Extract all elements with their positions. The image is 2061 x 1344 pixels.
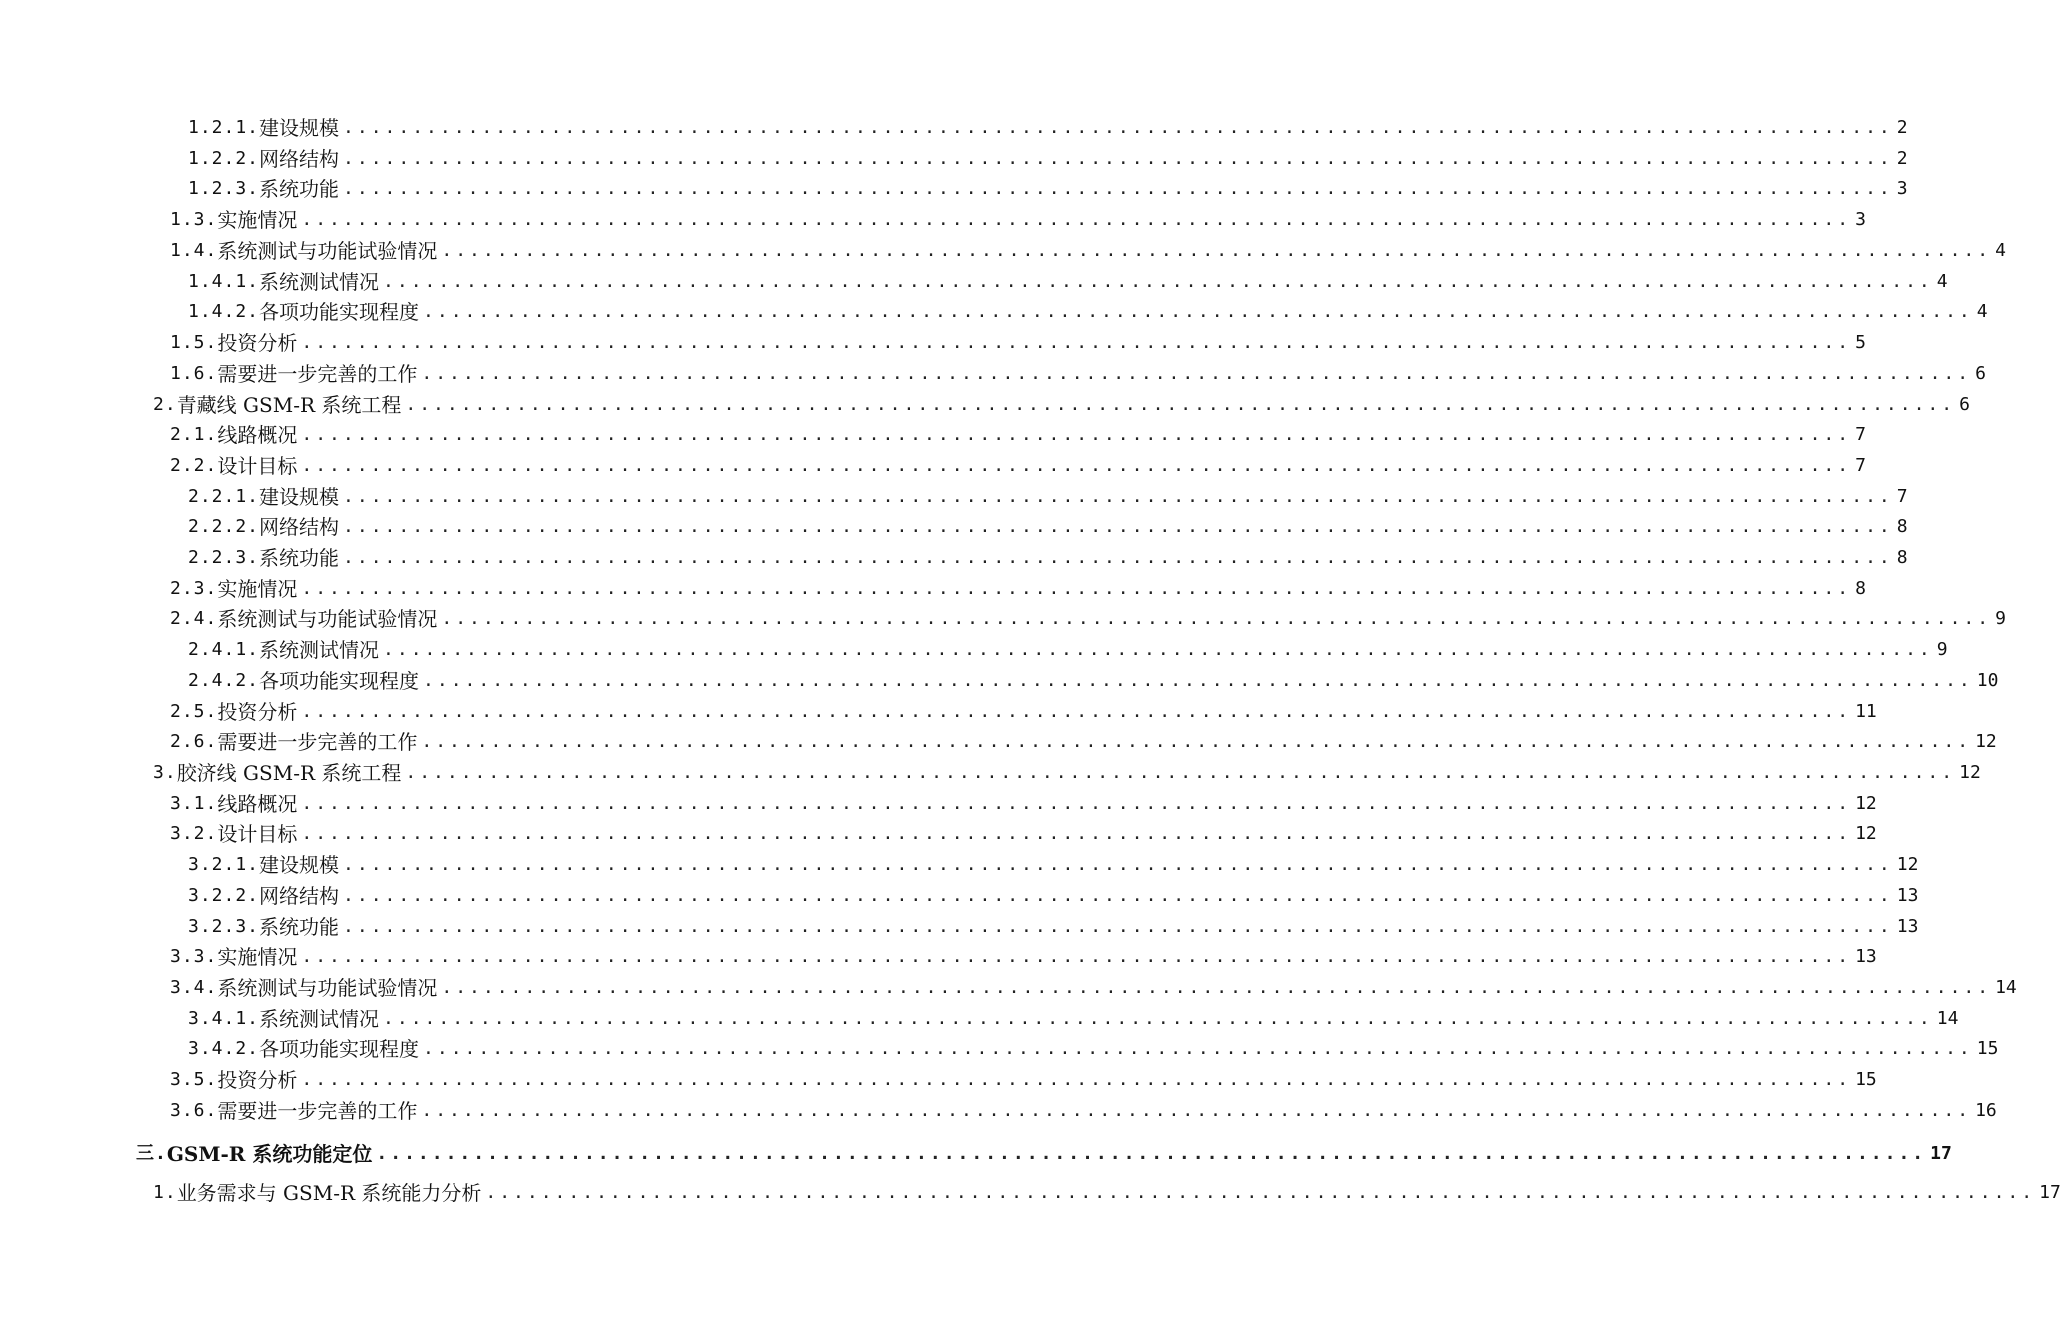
toc-entry-page: 12	[1975, 731, 1997, 752]
toc-leader-dots: ................................................................................................................	[343, 547, 1893, 568]
toc-entry-page: 6	[1959, 394, 1970, 415]
toc-entry[interactable]	[153, 755, 1981, 785]
toc-leader-dots: ................................................................................................................	[301, 455, 1852, 476]
toc-leader-dots: ................................................................................................................	[301, 701, 1852, 722]
toc-leader-dots: ................................................................................................................	[343, 117, 1893, 138]
toc-entry-page: 12	[1855, 823, 1877, 844]
toc-leader-dots: ................................................................................................................	[376, 1143, 1927, 1164]
toc-leader-dots: ................................................................................................................	[343, 486, 1893, 507]
toc-entry-page: 4	[1936, 271, 1948, 292]
toc-entry-title: 系统测试情况	[259, 270, 380, 294]
toc-entry-page: 16	[1975, 1100, 1997, 1121]
toc-entry[interactable]	[170, 724, 1997, 754]
toc-entry[interactable]	[188, 110, 1908, 140]
toc-entry-page: 14	[1936, 1008, 1959, 1029]
toc-entry-number: 1.4.	[170, 240, 218, 261]
toc-entry-title: 系统测试与功能试验情况	[217, 239, 438, 263]
toc-entry-page: 7	[1855, 455, 1866, 476]
toc-leader-dots: ................................................................................................................	[423, 301, 1973, 322]
toc-entry-title: 系统功能	[259, 915, 340, 939]
toc-entry-page: 13	[1896, 885, 1919, 906]
toc-entry-page: 15	[1855, 1069, 1877, 1090]
toc-entry-page: 3	[1896, 178, 1908, 199]
toc-leader-dots: ................................................................................................................	[301, 946, 1852, 967]
toc-entry-title: 投资分析	[217, 1068, 298, 1092]
toc-entry-title: 系统测试与功能试验情况	[217, 607, 438, 631]
toc-entry-title: 实施情况	[217, 208, 298, 232]
toc-entry[interactable]	[170, 571, 1866, 601]
toc-entry-page: 7	[1896, 486, 1908, 507]
toc-entry-page: 6	[1975, 363, 1986, 384]
toc-leader-dots: ................................................................................................................	[343, 148, 1893, 169]
toc-entry-number: 2.4.	[170, 608, 218, 629]
toc-entry-page: 8	[1896, 547, 1908, 568]
toc-entry-title: 投资分析	[217, 331, 298, 355]
toc-entry-page: 11	[1855, 701, 1877, 722]
toc-entry[interactable]	[170, 417, 1866, 447]
toc-entry[interactable]	[170, 356, 1986, 386]
toc-entry[interactable]	[188, 264, 1948, 294]
toc-entry-title: 各项功能实现程度	[259, 669, 420, 693]
toc-entry-number: 2.3.	[170, 578, 218, 599]
toc-leader-dots: ................................................................................................................	[383, 639, 1933, 660]
toc-leader-dots: ................................................................................................................	[343, 916, 1893, 937]
toc-entry-title: 建设规模	[259, 116, 340, 140]
toc-entry-title: 系统测试情况	[259, 1007, 380, 1031]
toc-entry-number: 2.4.2.	[188, 670, 260, 691]
toc-entry-number: 3.2.3.	[188, 916, 260, 937]
toc-entry-page: 14	[1995, 977, 2017, 998]
toc-entry-number: 3.4.1.	[188, 1008, 260, 1029]
toc-leader-dots: ................................................................................................................	[423, 1038, 1973, 1059]
toc-entry-number: 1.4.1.	[188, 271, 260, 292]
toc-entry-page: 7	[1855, 424, 1866, 445]
toc-entry-page: 2	[1896, 117, 1908, 138]
toc-entry[interactable]	[188, 909, 1919, 939]
toc-entry-page: 9	[1936, 639, 1948, 660]
toc-entry-title: 各项功能实现程度	[259, 1037, 420, 1061]
toc-leader-dots: ................................................................................................................	[301, 578, 1852, 599]
toc-entry-number: 3.5.	[170, 1069, 218, 1090]
toc-entry-title: 青藏线 GSM-R 系统工程	[176, 393, 402, 417]
toc-entry[interactable]	[188, 479, 1908, 509]
toc-entry[interactable]	[188, 663, 1999, 693]
toc-leader-dots: ................................................................................................................	[485, 1182, 2036, 1203]
toc-entry-number: 3.2.1.	[188, 854, 260, 875]
toc-entry-title: 系统功能	[259, 546, 340, 570]
toc-entry-page: 15	[1976, 1038, 1999, 1059]
toc-leader-dots: ................................................................................................................	[301, 424, 1852, 445]
toc-entry-page: 12	[1959, 762, 1981, 783]
toc-entry-page: 13	[1855, 946, 1877, 967]
toc-entry-number: 3.6.	[170, 1100, 218, 1121]
toc-entry-number: 3.2.2.	[188, 885, 260, 906]
toc-leader-dots: ................................................................................................................	[301, 209, 1852, 230]
toc-entry-number: 1.3.	[170, 209, 218, 230]
toc-entry-page: 2	[1896, 148, 1908, 169]
toc-entry-number: 1.2.3.	[188, 178, 260, 199]
toc-entry-number: 2.2.	[170, 455, 218, 476]
toc-entry-page: 17	[2039, 1182, 2061, 1203]
toc-leader-dots: ................................................................................................................	[441, 240, 1992, 261]
toc-entry-number: 3.4.2.	[188, 1038, 260, 1059]
toc-entry-page: 3	[1855, 209, 1866, 230]
toc-entry-page: 8	[1855, 578, 1866, 599]
toc-leader-dots: ................................................................................................................	[301, 793, 1852, 814]
toc-entry-page: 8	[1896, 516, 1908, 537]
toc-leader-dots: ................................................................................................................	[343, 854, 1893, 875]
toc-entry-title: 线路概况	[217, 423, 298, 447]
toc-entry-number: 三.	[136, 1143, 167, 1164]
toc-entry[interactable]	[188, 540, 1908, 570]
toc-entry-number: 3.	[153, 762, 177, 783]
toc-entry[interactable]	[136, 1134, 1952, 1166]
toc-entry[interactable]	[188, 141, 1908, 171]
toc-entry-title: 网络结构	[259, 884, 340, 908]
toc-entry-page: 13	[1896, 916, 1919, 937]
toc-entry-title: 实施情况	[217, 577, 298, 601]
toc-entry-page: 4	[1976, 301, 1988, 322]
toc-entry-number: 3.1.	[170, 793, 218, 814]
toc-entry-number: 1.6.	[170, 363, 218, 384]
toc-entry-number: 2.2.2.	[188, 516, 260, 537]
toc-leader-dots: ................................................................................................................	[343, 885, 1893, 906]
toc-leader-dots: ................................................................................................................	[405, 762, 1956, 783]
toc-entry-title: 各项功能实现程度	[259, 300, 420, 324]
toc-leader-dots: ................................................................................................................	[421, 1100, 1972, 1121]
toc-entry-title: 设计目标	[217, 822, 298, 846]
toc-entry[interactable]	[153, 1175, 2061, 1205]
toc-entry[interactable]	[170, 202, 1866, 232]
toc-entry-title: 线路概况	[217, 792, 298, 816]
toc-entry-number: 1.5.	[170, 332, 218, 353]
toc-entry-page: 12	[1896, 854, 1919, 875]
toc-entry[interactable]	[188, 878, 1919, 908]
toc-entry-number: 2.	[153, 394, 177, 415]
toc-leader-dots: ................................................................................................................	[421, 731, 1972, 752]
toc-entry-number: 2.2.1.	[188, 486, 260, 507]
toc-entry[interactable]	[170, 325, 1866, 355]
toc-entry-title: 投资分析	[217, 700, 298, 724]
toc-entry[interactable]	[170, 939, 1877, 969]
toc-leader-dots: ................................................................................................................	[301, 1069, 1852, 1090]
toc-entry-page: 12	[1855, 793, 1877, 814]
toc-entry-title: 需要进一步完善的工作	[217, 362, 418, 386]
toc-leader-dots: ................................................................................................................	[301, 332, 1852, 353]
toc-entry-title: 需要进一步完善的工作	[217, 1099, 418, 1123]
toc-leader-dots: ................................................................................................................	[343, 516, 1893, 537]
toc-entry-title: 实施情况	[217, 945, 298, 969]
toc-entry-number: 2.1.	[170, 424, 218, 445]
toc-entry-number: 2.5.	[170, 701, 218, 722]
toc-entry-title: 网络结构	[259, 515, 340, 539]
toc-leader-dots: ................................................................................................................	[421, 363, 1972, 384]
toc-entry-page: 9	[1995, 608, 2006, 629]
toc-entry-title: 系统功能	[259, 177, 340, 201]
toc-entry-number: 2.6.	[170, 731, 218, 752]
toc-entry[interactable]	[170, 1093, 1997, 1123]
toc-entry-title: 胶济线 GSM-R 系统工程	[176, 761, 402, 785]
toc-entry-number: 1.4.2.	[188, 301, 260, 322]
toc-entry-page: 17	[1930, 1143, 1952, 1164]
toc-entry-title: 设计目标	[217, 454, 298, 478]
toc-entry-number: 2.2.3.	[188, 547, 260, 568]
toc-entry[interactable]	[153, 387, 1970, 417]
toc-entry[interactable]	[170, 601, 2006, 631]
toc-leader-dots: ................................................................................................................	[301, 823, 1852, 844]
toc-entry-number: 1.	[153, 1182, 177, 1203]
toc-entry[interactable]	[170, 786, 1877, 816]
toc-entry-number: 3.2.	[170, 823, 218, 844]
toc-entry-title: 系统测试情况	[259, 638, 380, 662]
toc-entry-title: 业务需求与 GSM-R 系统能力分析	[176, 1181, 482, 1205]
toc-entry-title: 网络结构	[259, 147, 340, 171]
toc-entry-page: 10	[1976, 670, 1999, 691]
toc-entry[interactable]	[188, 632, 1948, 662]
toc-entry[interactable]	[188, 1001, 1959, 1031]
toc-entry[interactable]	[170, 816, 1877, 846]
toc-leader-dots: ................................................................................................................	[383, 1008, 1933, 1029]
toc-entry[interactable]	[170, 448, 1866, 478]
toc-entry-title: 建设规模	[259, 853, 340, 877]
toc-leader-dots: ................................................................................................................	[343, 178, 1893, 199]
toc-entry-number: 1.2.1.	[188, 117, 260, 138]
toc-entry[interactable]	[170, 1062, 1877, 1092]
toc-entry-page: 5	[1855, 332, 1866, 353]
toc-entry-number: 3.4.	[170, 977, 218, 998]
toc-leader-dots: ................................................................................................................	[423, 670, 1973, 691]
toc-entry[interactable]	[170, 694, 1877, 724]
toc-entry-number: 1.2.2.	[188, 148, 260, 169]
toc-entry[interactable]	[188, 509, 1908, 539]
toc-leader-dots: ................................................................................................................	[441, 608, 1992, 629]
toc-entry[interactable]	[188, 1031, 1999, 1061]
toc-leader-dots: ................................................................................................................	[405, 394, 1956, 415]
toc-entry-page: 4	[1995, 240, 2006, 261]
toc-entry-title: 系统测试与功能试验情况	[217, 976, 438, 1000]
toc-entry[interactable]	[188, 847, 1919, 877]
toc-entry-title: 建设规模	[259, 485, 340, 509]
toc-entry-number: 3.3.	[170, 946, 218, 967]
toc-entry[interactable]	[170, 233, 2006, 263]
toc-entry[interactable]	[188, 294, 1988, 324]
toc-entry-title: 需要进一步完善的工作	[217, 730, 418, 754]
toc-entry-title: GSM-R 系统功能定位	[166, 1142, 373, 1166]
toc-leader-dots: ................................................................................................................	[383, 271, 1933, 292]
toc-entry[interactable]	[188, 171, 1908, 201]
toc-entry-number: 2.4.1.	[188, 639, 260, 660]
toc-entry[interactable]	[170, 970, 2017, 1000]
toc-leader-dots: ................................................................................................................	[441, 977, 1992, 998]
